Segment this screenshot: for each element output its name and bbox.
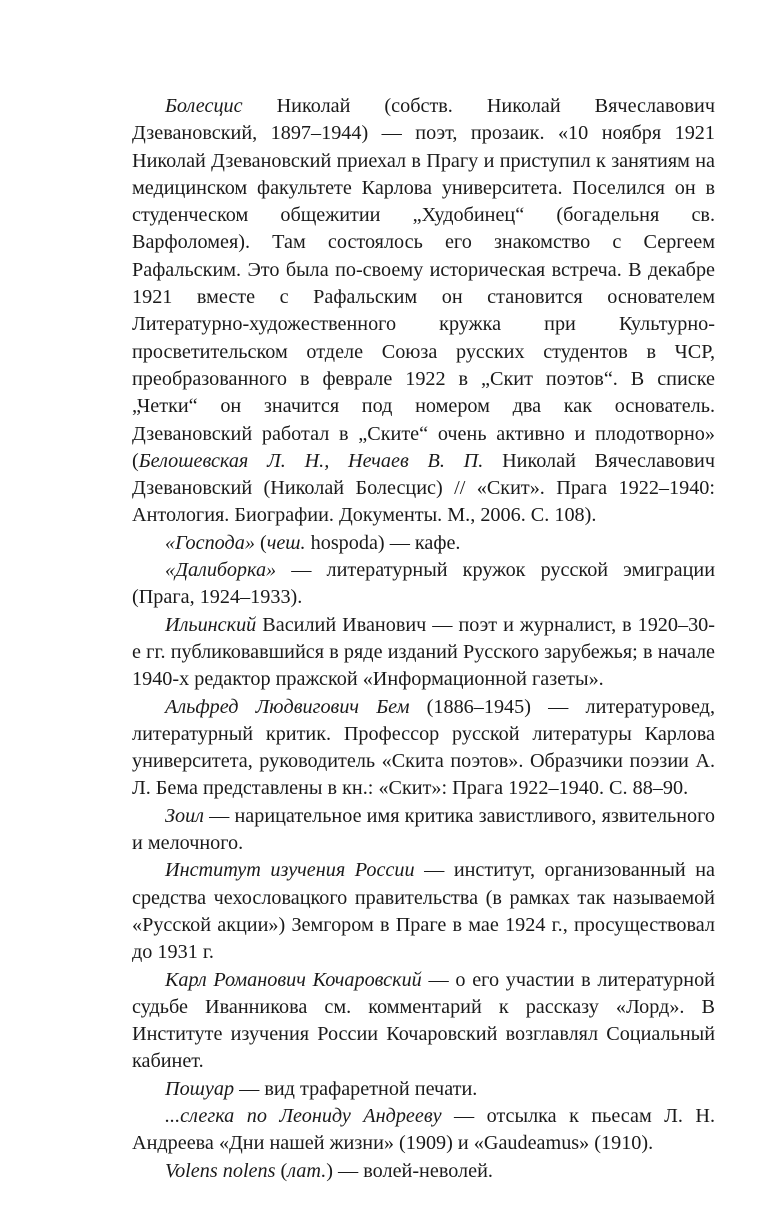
entry-term: Карл Романович Кочаровский <box>165 968 422 991</box>
entry-body: Николай (собств. Николай Вячеславович Дзевановский, 1897–1944) — поэт, прозаик. «10 ноября 1921 Николай Дзевановский приехал в Прагу и приступил к занятиям на медицинском факультете Карлова университета. Поселился он в студенческом общежитии „Худобинец“ (богадельня св. Варфоломея). Там состоялось его знакомство с Сергеем Рафальским. Это была по-своему историческая встреча. В декабре 1921 вместе с Рафальским он становится основателем Литературно-художественного кружка при Культурно-просветительском отделе Союза русских студентов в ЧСР, преобразованного в феврале 1922 в „Скит поэтов“. В списке „Четки“ он значится под номером два как основатель. Дзевановский работал в „Ските“ очень активно и плодотворно» ( <box>132 95 715 472</box>
commentary-page <box>132 93 715 1185</box>
entry-term: «Далиборка» <box>165 559 277 582</box>
entry-body: (1886–1945) — литературовед, литературный критик. Профессор русской литературы Карлова университета, руководитель «Скита поэтов». Образчики поэзии А. Л. Бема представлены в кн.: «Скит»: Прага 1922–1940. С. 88–90. <box>132 695 715 800</box>
entry-body: — нарицательное имя критика завистливого, язвительного и мелочного. <box>132 804 715 855</box>
entry-term: Альфред Людвигович Бем <box>165 695 410 718</box>
entry-body: Василий Иванович — поэт и журналист, в 1920–30-е гг. публиковавшийся в ряде изданий Русского зарубежья; в начале 1940-х редактор пражской «Информационной газеты». <box>132 613 715 691</box>
entry-body: — отсылка к пьесам Л. Н. Андреева «Дни нашей жизни» (1909) и «Gaudeamus» (1910). <box>132 1104 715 1155</box>
entry-body: — литературный кружок русской эмиграции (Прага, 1924–1933). <box>132 559 715 609</box>
entry-term: Пошуар <box>165 1077 235 1100</box>
entry-language-tag: лат. <box>287 1159 327 1182</box>
entry-term: Ильинский <box>165 613 257 636</box>
entry-gospoda <box>132 530 715 557</box>
entry-body: — институт, организованный на средства чехословацкого правительства (в рамках так называемой «Русской акции») Земгором в Праге в мае 1924 г., просуществовал до 1931 г. <box>132 859 715 964</box>
entry-term: ...слегка по Леониду Андрееву <box>165 1104 442 1127</box>
entry-body: — о его участии в литературной судьбе Иванникова см. комментарий к рассказу «Лорд». В Институте изучения России Кочаровский возглавлял Социальный кабинет. <box>132 968 715 1073</box>
entry-term: Болесцис <box>165 95 243 117</box>
entry-bem <box>132 694 715 803</box>
entry-body: hospoda) — кафе. <box>305 531 461 554</box>
entry-paren: ( <box>275 1159 288 1182</box>
entry-paren: ( <box>254 531 267 554</box>
entry-kocharovsky <box>132 967 715 1076</box>
entry-reference: Николай Вячеславович Дзевановский (Николай Болесцис) // «Скит». Прага 1922–1940: Антология. Биографии. Документы. М., 2006. С. 108). <box>132 449 716 527</box>
entry-reference-authors: Белошевская Л. Н., Нечаев В. П. <box>138 449 484 472</box>
entry-ilinsky <box>132 612 715 694</box>
entry-institute <box>132 857 715 966</box>
entry-body: — вид трафаретной печати. <box>234 1077 478 1100</box>
entry-bolescis <box>132 93 715 530</box>
entry-volens-nolens <box>132 1158 715 1185</box>
entry-pochoir <box>132 1076 715 1103</box>
entry-term: Зоил <box>165 804 204 827</box>
entry-term: Volens nolens <box>165 1159 276 1182</box>
entry-daliborka <box>132 557 715 612</box>
entry-zoil <box>132 803 715 858</box>
entry-body: ) — волей-неволей. <box>326 1159 493 1182</box>
entry-term: «Господа» <box>165 531 255 554</box>
entry-term: Институт изучения России <box>165 859 415 882</box>
entry-language-tag: чеш. <box>266 531 306 554</box>
entry-andreev <box>132 1103 715 1158</box>
